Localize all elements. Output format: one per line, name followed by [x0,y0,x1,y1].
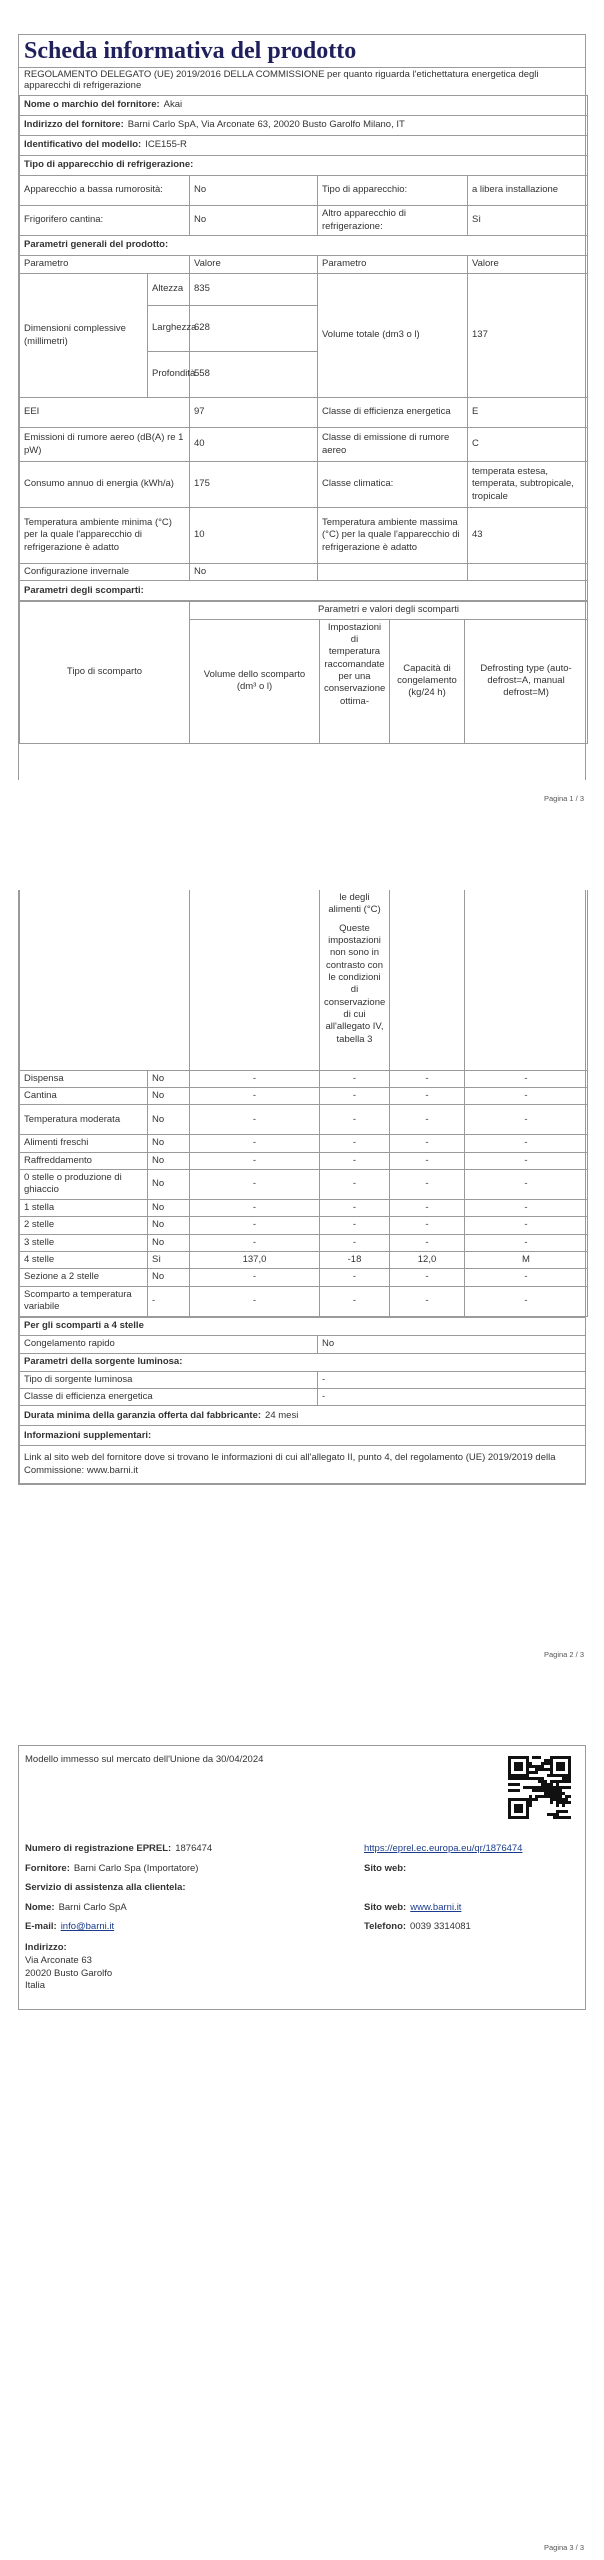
light-section-heading: Parametri della sorgente luminosa: [20,1353,586,1371]
supplier-web-label: Sito web: [364,1863,407,1874]
page-3 [0,1745,604,2560]
compartment-volume: - [190,1169,320,1199]
wine-value: No [190,206,318,236]
comp-type-header-cont [20,890,190,1070]
compartment-capacity: - [390,1217,465,1234]
compartment-defrost: - [465,1152,588,1169]
extra-info-row [20,1446,586,1484]
compartment-header-table [19,601,588,743]
compartment-temp: - [320,1217,390,1234]
service-web-link[interactable]: www.barni.it [410,1902,462,1913]
compartment-defrost: - [465,1286,588,1316]
total-volume-label: Volume totale (dm3 o l) [318,274,468,398]
four-star-heading: Per gli scomparti a 4 stelle [20,1317,586,1335]
comp-temp-header-part2b: Queste impostazioni non sono in contrasto con le condizioni di conservazione di cui all'allegato IV, tabella 3 [324,922,386,1045]
compartment-temp: - [320,1286,390,1316]
noise-class-value: C [468,428,588,462]
type-section-heading: Tipo di apparecchio di refrigerazione: [20,156,588,176]
model-row: Identificativo del modello: ICE155-R [20,136,588,156]
compartment-row [20,1251,588,1268]
comp-temp-header-part2a: le degli alimenti (°C) [328,892,381,916]
page-title: Scheda informativa del prodotto [24,38,357,64]
compartment-present: Sì [148,1251,190,1268]
service-email: E-mail: info@barni.it [25,1921,115,1932]
compartment-volume: - [190,1269,320,1286]
compartment-capacity: 12,0 [390,1251,465,1268]
page-number: Pagina 1 / 3 [543,794,584,803]
comp-capacity-header: Capacità di congelamento (kg/24 h) [390,619,465,743]
supplier-2: Fornitore: Barni Carlo Spa (Importatore) [25,1863,199,1874]
compartment-temp: - [320,1135,390,1152]
value-header-2: Valore [468,256,588,274]
compartment-name: Alimenti freschi [20,1135,148,1152]
compartment-row [20,1105,588,1135]
climate-class-label: Classe climatica: [318,462,468,508]
comp-defrost-header: Defrosting type (auto-defrost=A, manual defrost=M) [465,619,588,743]
fast-freeze-value: No [318,1335,586,1353]
compartment-present: No [148,1234,190,1251]
main-table [19,95,588,601]
light-class-value: - [318,1388,586,1405]
max-temp-value: 43 [468,508,588,564]
page-1 [0,0,604,820]
energy-class-value: E [468,398,588,428]
compartment-name: Dispensa [20,1070,148,1087]
compartment-volume: - [190,1217,320,1234]
compartment-row [20,1135,588,1152]
compartment-volume: - [190,1087,320,1104]
compartment-defrost: M [465,1251,588,1268]
compartment-row [20,1152,588,1169]
appliance-type-label: Tipo di apparecchio: [318,176,468,206]
compartment-present: No [148,1135,190,1152]
compartment-temp: - [320,1152,390,1169]
market-date: Modello immesso sul mercato dell'Unione da 30/04/2024 [25,1754,264,1765]
light-type-label: Tipo di sorgente luminosa [20,1371,318,1388]
noise-label: Emissioni di rumore aereo (dB(A) re 1 pW) [20,428,190,462]
low-noise-value: No [190,176,318,206]
service-name: Nome: Barni Carlo SpA [25,1902,127,1913]
compartment-defrost: - [465,1169,588,1199]
max-temp-label: Temperatura ambiente massima (°C) per la quale l'apparecchio di refrigerazione è adatto [318,508,468,564]
compartment-temp: - [320,1169,390,1199]
comp-temp-header-part2 [320,890,390,1070]
service-web: Sito web: www.barni.it [364,1902,462,1913]
appliance-type-value: a libera installazione [468,176,588,206]
compartment-capacity: - [390,1234,465,1251]
light-type-value: - [318,1371,586,1388]
page-2 [0,890,604,1690]
comp-volume-header-cont [190,890,320,1070]
comp-defrost-header-cont [465,890,588,1070]
service-phone: Telefono: 0039 3314081 [364,1921,471,1932]
height-value: 835 [190,274,318,306]
noise-value: 40 [190,428,318,462]
compartment-name: 1 stella [20,1199,148,1216]
compartment-present: No [148,1105,190,1135]
compartment-capacity: - [390,1105,465,1135]
compartment-capacity: - [390,1152,465,1169]
product-sheet-frame-cont [18,890,586,1485]
compartment-row [20,1217,588,1234]
param-header-2: Parametro [318,256,468,274]
compartment-capacity: - [390,1286,465,1316]
low-noise-label: Apparecchio a bassa rumorosità: [20,176,190,206]
compartment-name: 2 stelle [20,1217,148,1234]
compartment-present: No [148,1087,190,1104]
compartment-defrost: - [465,1087,588,1104]
comp-capacity-header-cont [390,890,465,1070]
page-number: Pagina 3 / 3 [543,2543,584,2552]
depth-value: 558 [190,352,318,398]
compartment-defrost: - [465,1269,588,1286]
consumption-value: 175 [190,462,318,508]
fast-freeze-label: Congelamento rapido [20,1335,318,1353]
general-section-heading: Parametri generali del prodotto: [20,236,588,256]
eprel-link[interactable]: https://eprel.ec.europa.eu/qr/1876474 [364,1843,523,1854]
compartment-temp: - [320,1269,390,1286]
compartment-volume: - [190,1286,320,1316]
compartment-defrost: - [465,1234,588,1251]
depth-label: Profondità [148,352,190,398]
compartment-header-cont [19,890,588,1317]
wine-label: Frigorifero cantina: [20,206,190,236]
qr-code[interactable] [508,1756,571,1819]
climate-class-value: temperata estesa, temperata, subtropicale, tropicale [468,462,588,508]
bottom-table [19,1317,586,1485]
compartment-name: 0 stelle o produzione di ghiaccio [20,1169,148,1199]
comp-temp-header-part1: Impostazioni di temperatura raccomandate per una conservazione ottima- [320,619,390,743]
total-volume-value: 137 [468,274,588,398]
compartment-defrost: - [465,1135,588,1152]
compartment-present: - [148,1286,190,1316]
compartment-defrost: - [465,1199,588,1216]
dimensions-label: Dimensioni complessive (millimetri) [20,274,148,398]
compartment-name: 4 stelle [20,1251,148,1268]
page-number: Pagina 2 / 3 [543,1650,584,1659]
compartment-row [20,1169,588,1199]
compartment-volume: - [190,1199,320,1216]
regulation-subtitle: REGOLAMENTO DELEGATO (UE) 2019/2016 DELLA COMMISSIONE per quanto riguarda l'etichettatura energetica degli apparecchi di refrigerazione [19,67,585,95]
winter-label: Configurazione invernale [20,564,190,581]
compartment-volume: - [190,1135,320,1152]
compartment-capacity: - [390,1135,465,1152]
compartment-name: Scomparto a temperatura variabile [20,1286,148,1316]
compartment-present: No [148,1217,190,1234]
compartment-name: Sezione a 2 stelle [20,1269,148,1286]
width-value: 628 [190,306,318,352]
compartment-volume: - [190,1234,320,1251]
winter-empty-2 [468,564,588,581]
compartment-row [20,1070,588,1087]
address-row: Indirizzo del fornitore: Barni Carlo SpA, Via Arconate 63, 20020 Busto Garolfo Milano, IT [20,116,588,136]
compartment-temp: - [320,1199,390,1216]
other-appliance-label: Altro apparecchio di refrigerazione: [318,206,468,236]
eei-label: EEI [20,398,190,428]
compartment-name: Temperatura moderata [20,1105,148,1135]
compartment-volume: 137,0 [190,1251,320,1268]
compartment-volume: - [190,1152,320,1169]
compartments-section-heading: Parametri degli scomparti: [20,581,588,601]
extra-section-heading: Informazioni supplementari: [20,1426,586,1446]
eei-value: 97 [190,398,318,428]
consumption-label: Consumo annuo di energia (kWh/a) [20,462,190,508]
product-sheet-frame [18,34,586,780]
compartment-name: 3 stelle [20,1234,148,1251]
compartment-temp: -18 [320,1251,390,1268]
energy-class-label: Classe di efficienza energetica [318,398,468,428]
compartment-name: Cantina [20,1087,148,1104]
warranty-row: Durata minima della garanzia offerta dal fabbricante: 24 mesi [20,1406,586,1426]
min-temp-label: Temperatura ambiente minima (°C) per la quale l'apparecchio di refrigerazione è adatto [20,508,190,564]
comp-volume-header: Volume dello scomparto (dm³ o l) [190,619,320,743]
compartment-volume: - [190,1070,320,1087]
compartment-capacity: - [390,1169,465,1199]
param-header: Parametro [20,256,190,274]
service-section-heading: Servizio di assistenza alla clientela: [25,1882,186,1893]
compartment-present: No [148,1152,190,1169]
compartment-capacity: - [390,1269,465,1286]
value-header: Valore [190,256,318,274]
width-label: Larghezza [148,306,190,352]
compartment-temp: - [320,1070,390,1087]
compartment-row [20,1087,588,1104]
service-address: Indirizzo: Via Arconate 63 20020 Busto Garolfo Italia [25,1942,113,1992]
winter-value: No [190,564,318,581]
compartment-capacity: - [390,1070,465,1087]
min-temp-value: 10 [190,508,318,564]
compartment-capacity: - [390,1199,465,1216]
compartment-row [20,1234,588,1251]
compartment-present: No [148,1199,190,1216]
winter-empty-1 [318,564,468,581]
compartment-row [20,1199,588,1216]
compartment-defrost: - [465,1217,588,1234]
other-appliance-value: Sì [468,206,588,236]
noise-class-label: Classe di emissione di rumore aereo [318,428,468,462]
height-label: Altezza [148,274,190,306]
compartment-present: No [148,1269,190,1286]
extra-info-text: Link al sito web del fornitore dove si trovano le informazioni di cui all'allegato II, punto 4, del regolamento (UE) 2019/2019 della Commissione: [24,1452,556,1476]
compartment-row [20,1286,588,1316]
compartment-capacity: - [390,1087,465,1104]
service-email-link[interactable]: info@barni.it [60,1921,115,1932]
compartment-present: No [148,1169,190,1199]
extra-info-link[interactable]: www.barni.it [86,1464,139,1476]
compartment-name: Raffreddamento [20,1152,148,1169]
compartment-row [20,1269,588,1286]
eprel-number: Numero di registrazione EPREL: 1876474 [25,1843,213,1854]
eprel-frame [18,1745,586,2010]
compartment-temp: - [320,1234,390,1251]
compartment-defrost: - [465,1070,588,1087]
supplier-row: Nome o marchio del fornitore: Akai [20,96,588,116]
comp-group-header: Parametri e valori degli scomparti [190,602,588,619]
compartment-defrost: - [465,1105,588,1135]
compartment-present: No [148,1070,190,1087]
comp-type-header: Tipo di scomparto [20,602,190,743]
light-class-label: Classe di efficienza energetica [20,1388,318,1405]
compartment-volume: - [190,1105,320,1135]
compartment-temp: - [320,1087,390,1104]
compartment-temp: - [320,1105,390,1135]
